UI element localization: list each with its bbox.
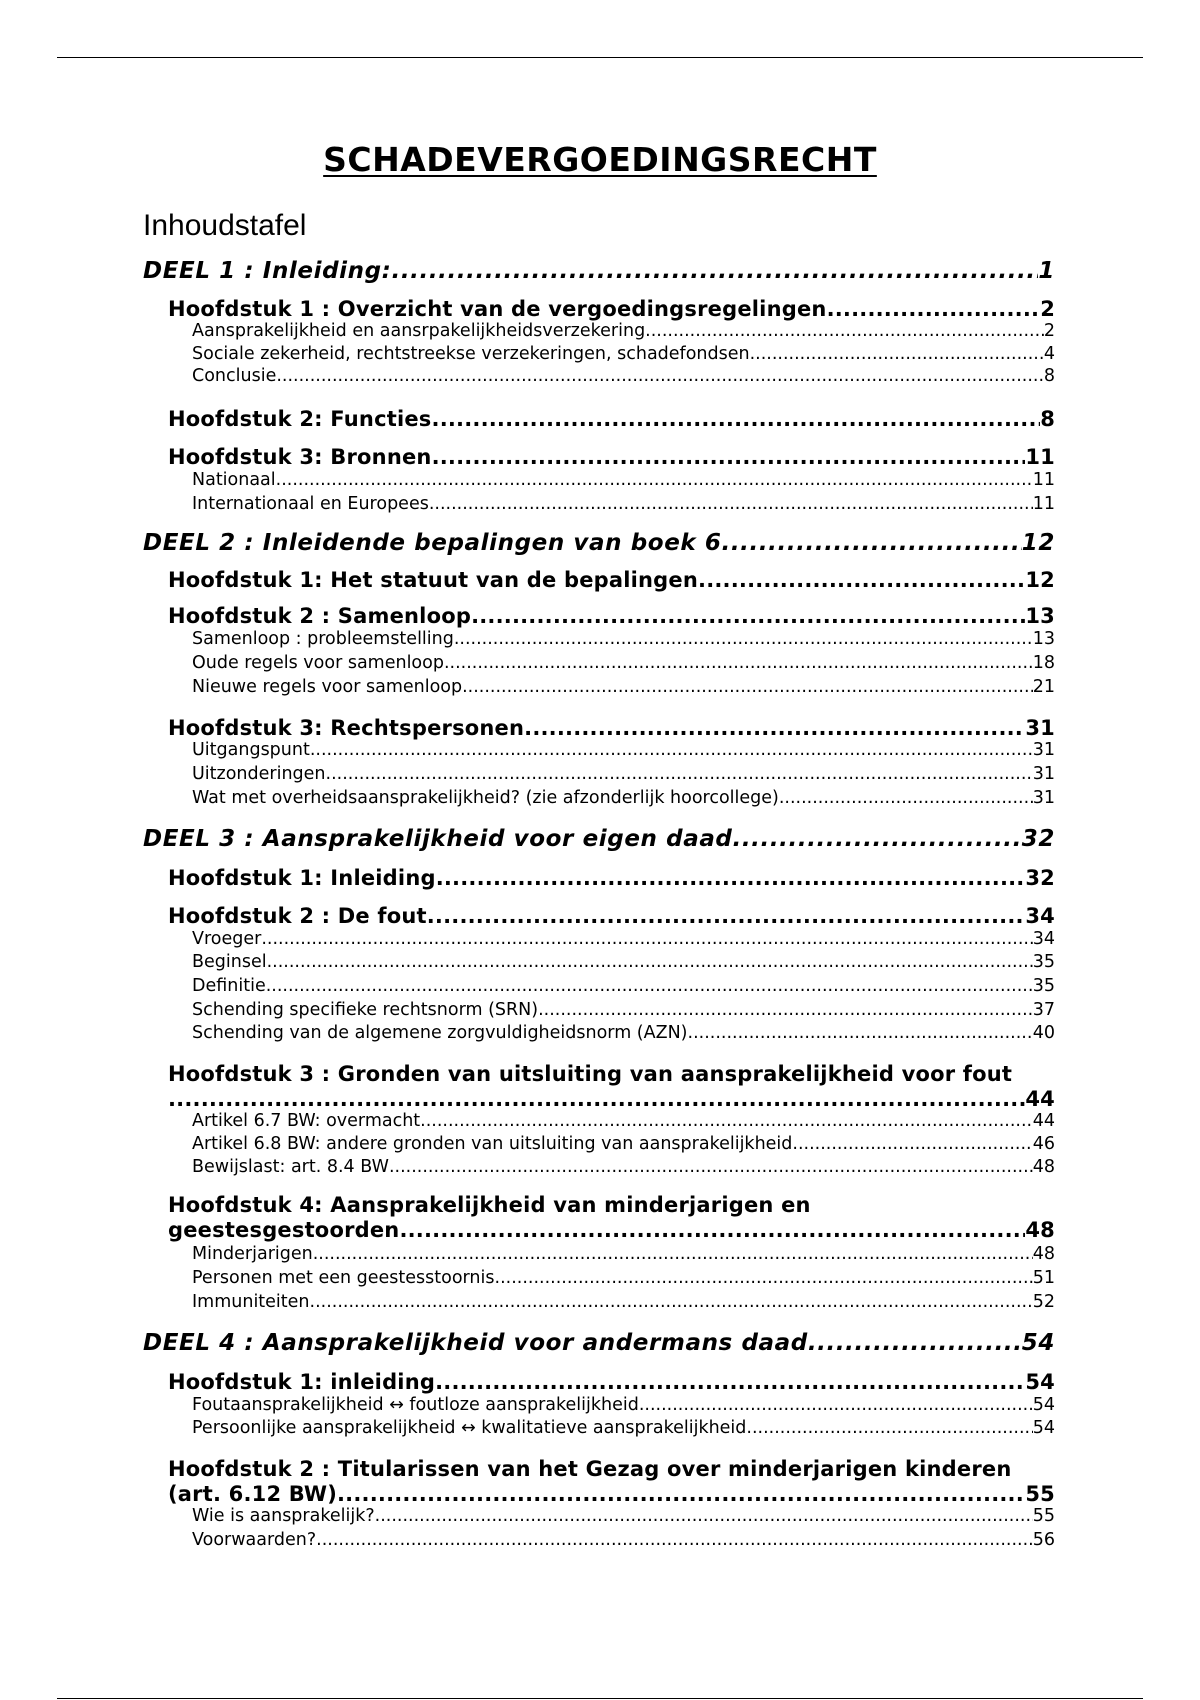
toc-entry-section[interactable] [192,470,1055,490]
toc-entry-label: Sociale zekerheid, rechtstreekse verzekeringen, schadefondsen [192,344,750,364]
toc-entry-chapter[interactable] [168,568,1055,592]
toc-entry-label: Hoofdstuk 1: Inleiding [168,866,436,890]
toc-entry-label: Uitzonderingen [192,764,326,784]
toc-page-number: 31 [1032,740,1055,760]
toc-page-number: 34 [1032,929,1055,949]
dot-leader [391,258,1038,284]
dot-leader [375,1506,1033,1526]
toc-entry-label: Hoofdstuk 1: Het statuut van de bepalingen [168,568,699,592]
toc-entry-label: Artikel 6.8 BW: andere gronden van uitsluiting van aansprakelijkheid [192,1134,793,1154]
toc-page-number: 18 [1032,653,1055,673]
toc-entry-label: Beginsel [192,952,267,972]
dot-leader [337,1482,1025,1506]
dot-leader [471,604,1025,628]
toc-entry-part[interactable] [143,530,1055,556]
toc-page-number: 2 [1043,321,1055,341]
toc-entry-chapter[interactable] [168,1370,1055,1394]
toc-entry-section[interactable] [192,677,1055,697]
dot-leader [645,321,1044,341]
toc-page-number: 44 [1032,1111,1055,1131]
toc-entry-chapter[interactable] [168,445,1055,469]
toc-entry-chapter[interactable] [168,297,1055,321]
toc-entry-label: Minderjarigen [192,1244,313,1264]
dot-leader [444,653,1033,673]
toc-page-number: 48 [1032,1157,1055,1177]
dot-leader [436,866,1026,890]
dot-leader [538,1000,1033,1020]
dot-leader [733,826,1022,852]
toc-chapter-label-continued: (art. 6.12 BW) [168,1482,337,1506]
toc-entry-label: Conclusie [192,366,277,386]
toc-page-number: 34 [1025,904,1055,928]
toc-entry-label: Artikel 6.7 BW: overmacht [192,1111,421,1131]
dot-leader [310,1292,1033,1312]
toc-entry-label: Hoofdstuk 2 : Samenloop [168,604,472,628]
toc-entry-part[interactable] [143,258,1055,284]
dot-leader [276,366,1044,386]
dot-leader [495,1268,1033,1288]
toc-page-number: 31 [1032,764,1055,784]
toc-entry-label: DEEL 1 : Inleiding: [143,258,392,284]
toc-page-number: 2 [1040,297,1055,321]
toc-entry-chapter[interactable] [168,904,1055,928]
toc-entry-section[interactable] [192,976,1055,996]
toc-page-number: 31 [1025,716,1055,740]
dot-leader [722,530,1022,556]
toc-entry-label: Definitie [192,976,266,996]
toc-entry-label: Personen met een geestesstoornis [192,1268,495,1288]
toc-page-number: 54 [1021,1330,1055,1356]
dot-leader [261,929,1032,949]
toc-page-number: 52 [1032,1292,1055,1312]
toc-entry-label: Voorwaarden? [192,1530,317,1550]
toc-entry-label: Schending specifieke rechtsnorm (SRN) [192,1000,539,1020]
toc-entry-section[interactable] [192,1134,1055,1154]
toc-page-number: 54 [1025,1370,1055,1394]
toc-entry-label: Hoofdstuk 1: inleiding [168,1370,436,1394]
toc-page-number: 40 [1032,1023,1055,1043]
toc-entry-label: Hoofdstuk 2 : De fout [168,904,427,928]
toc-page-number: 32 [1021,826,1055,852]
toc-chapter-label-continued: geestesgestoorden [168,1218,400,1242]
toc-entry-label: Hoofdstuk 1 : Overzicht van de vergoedingsregelingen [168,297,827,321]
toc-page-number: 55 [1032,1506,1055,1526]
toc-chapter-label: Hoofdstuk 3 : Gronden van uitsluiting van aansprakelijkheid voor fout [168,1062,1013,1086]
toc-entry-section[interactable] [192,494,1055,514]
dot-leader [267,952,1033,972]
toc-entry-label: Wat met overheidsaansprakelijkheid? (zie afzonderlijk hoorcollege) [192,788,779,808]
toc-page-number: 55 [1025,1482,1055,1506]
toc-page-number: 48 [1025,1218,1055,1242]
dot-leader [432,445,1026,469]
toc-entry-label: Samenloop : probleemstelling [192,629,454,649]
toc-entry-label: Bewijslast: art. 8.4 BW [192,1157,389,1177]
dot-leader [462,677,1033,697]
toc-entry-section[interactable] [192,1418,1055,1438]
toc-entry-label: Nieuwe regels voor samenloop [192,677,463,697]
toc-page-number: 32 [1025,866,1055,890]
toc-page-number: 54 [1032,1395,1055,1415]
dot-leader [389,1157,1033,1177]
toc-entry-section[interactable] [192,1395,1055,1415]
toc-entry-chapter[interactable] [168,716,1055,740]
toc-entry-section[interactable] [192,740,1055,760]
toc-entry-label: Immuniteiten [192,1292,310,1312]
toc-page-number: 8 [1040,407,1055,431]
toc-entry-label: DEEL 3 : Aansprakelijkheid voor eigen daad [143,826,733,852]
toc-entry-section[interactable] [192,1244,1055,1264]
dot-leader [266,976,1033,996]
toc-page-number: 48 [1032,1244,1055,1264]
toc-entry-section[interactable] [192,1000,1055,1020]
toc-entry-label: Wie is aansprakelijk? [192,1506,375,1526]
dot-leader [326,764,1033,784]
toc-entry-chapter[interactable] [168,407,1055,431]
toc-page-number: 13 [1025,604,1055,628]
toc-page-number: 12 [1025,568,1055,592]
dot-leader [750,344,1044,364]
dot-leader [792,1134,1032,1154]
toc-entry-section[interactable] [192,321,1055,341]
toc-entry-section[interactable] [192,629,1055,649]
toc-page-number: 56 [1032,1530,1055,1550]
dot-leader [827,297,1041,321]
footer-rule [57,1698,1143,1699]
dot-leader [310,740,1033,760]
dot-leader [429,494,1033,514]
toc-entry-chapter[interactable] [168,604,1055,628]
toc-page-number: 51 [1032,1268,1055,1288]
dot-leader [432,407,1041,431]
toc-entry-section[interactable] [192,788,1055,808]
toc-entry-chapter[interactable] [168,866,1055,890]
toc-entry-label: Hoofdstuk 3: Bronnen [168,445,432,469]
dot-leader [639,1395,1033,1415]
toc-page-number: 11 [1032,470,1055,490]
toc-entry-section[interactable] [192,1292,1055,1312]
dot-leader [698,568,1025,592]
toc-entry-section[interactable] [192,1530,1055,1550]
dot-leader [524,716,1025,740]
dot-leader [316,1530,1033,1550]
dot-leader [808,1330,1022,1356]
dot-leader [313,1244,1033,1264]
toc-entry-chapter[interactable] [168,1087,1055,1111]
toc-entry-label: Hoofdstuk 2: Functies [168,407,432,431]
toc-entry-chapter[interactable] [168,1218,1055,1242]
toc-entry-section[interactable] [192,1157,1055,1177]
toc-entry-chapter[interactable] [168,1482,1055,1506]
toc-chapter-label: Hoofdstuk 4: Aansprakelijkheid van minderjarigen en [168,1193,811,1217]
toc-entry-label: Persoonlijke aansprakelijkheid ↔ kwalitatieve aansprakelijkheid [192,1418,747,1438]
toc-entry-label: Hoofdstuk 3: Rechtspersonen [168,716,525,740]
toc-entry-section[interactable] [192,366,1055,386]
toc-entry-section[interactable] [192,952,1055,972]
toc-page-number: 21 [1032,677,1055,697]
toc-heading: Inhoudstafel [143,209,307,242]
toc-page-number: 11 [1025,445,1055,469]
toc-page-number: 13 [1032,629,1055,649]
toc-entry-label: DEEL 4 : Aansprakelijkheid voor andermans daad [143,1330,808,1356]
dot-leader [746,1418,1032,1438]
toc-page-number: 54 [1032,1418,1055,1438]
toc-page-number: 35 [1032,952,1055,972]
dot-leader [427,904,1026,928]
toc-entry-section[interactable] [192,1023,1055,1043]
toc-entry-section[interactable] [192,929,1055,949]
toc-chapter-label: Hoofdstuk 2 : Titularissen van het Gezag over minderjarigen kinderen [168,1457,1012,1481]
toc-entry-part[interactable] [143,826,1055,852]
toc-entry-label: Vroeger [192,929,262,949]
dot-leader [276,470,1033,490]
header-rule [57,57,1143,58]
toc-entry-label: Foutaansprakelijkheid ↔ foutloze aansprakelijkheid [192,1395,639,1415]
toc-entry-section[interactable] [192,1506,1055,1526]
toc-page-number: 46 [1032,1134,1055,1154]
toc-entry-section[interactable] [192,764,1055,784]
toc-entry-section[interactable] [192,1111,1055,1131]
toc-page-number: 1 [1038,258,1055,284]
toc-page-number: 44 [1025,1087,1055,1111]
toc-entry-label: Uitgangspunt [192,740,310,760]
dot-leader [779,788,1033,808]
dot-leader [420,1111,1033,1131]
toc-entry-section[interactable] [192,1268,1055,1288]
dot-leader [688,1023,1033,1043]
dot-leader [454,629,1033,649]
toc-page-number: 8 [1043,366,1055,386]
toc-entry-section[interactable] [192,344,1055,364]
document-title: SCHADEVERGOEDINGSRECHT [323,140,877,179]
toc-page-number: 11 [1032,494,1055,514]
dot-leader [399,1218,1025,1242]
toc-page-number: 37 [1032,1000,1055,1020]
toc-entry-label: Nationaal [192,470,276,490]
dot-leader [168,1087,1025,1111]
toc-entry-section[interactable] [192,653,1055,673]
toc-entry-part[interactable] [143,1330,1055,1356]
toc-page-number: 4 [1043,344,1055,364]
toc-page-number: 35 [1032,976,1055,996]
toc-page-number: 31 [1032,788,1055,808]
toc-entry-label: Schending van de algemene zorgvuldigheidsnorm (AZN) [192,1023,688,1043]
toc-entry-label: Oude regels voor samenloop [192,653,444,673]
toc-entry-label: Aansprakelijkheid en aansrpakelijkheidsverzekering [192,321,646,341]
toc-page-number: 12 [1021,530,1055,556]
dot-leader [435,1370,1025,1394]
toc-entry-label: Internationaal en Europees [192,494,429,514]
toc-entry-label: DEEL 2 : Inleidende bepalingen van boek 6 [143,530,722,556]
